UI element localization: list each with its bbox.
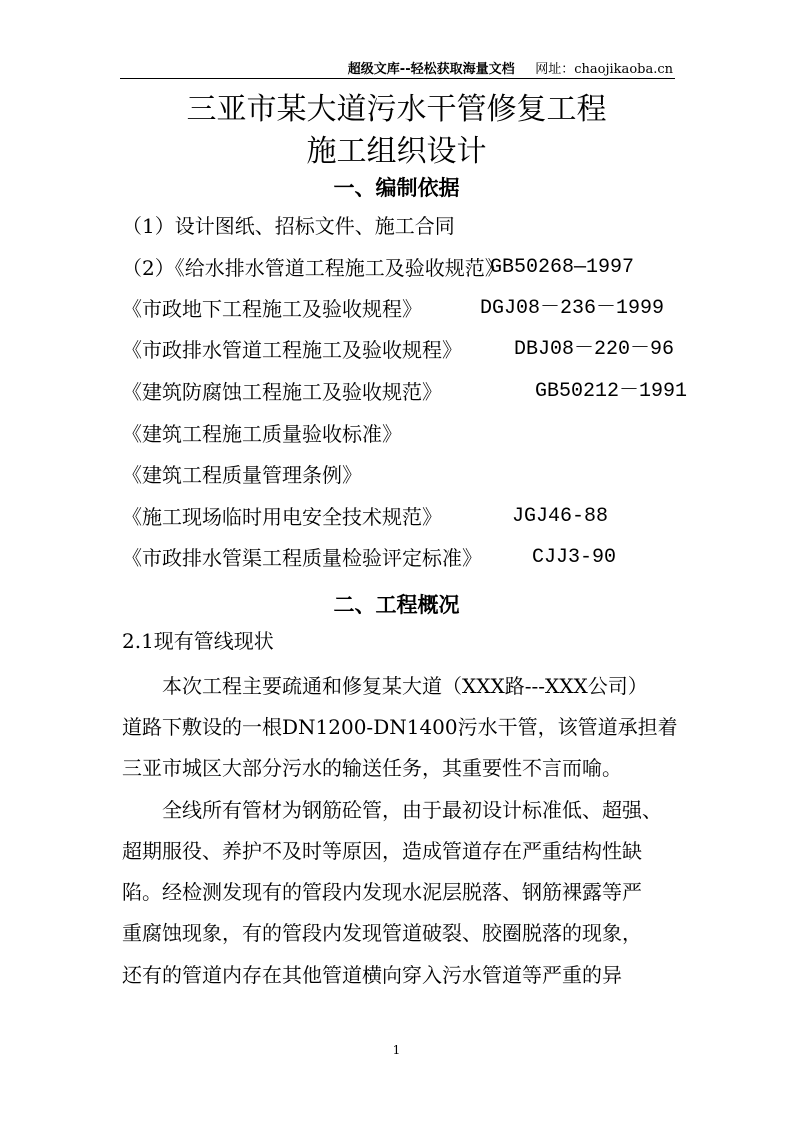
reference-item (122, 505, 609, 529)
paragraph-line: 道路下敷设的一根DN1200-DN1400污水干管，该管道承担着 (122, 715, 678, 739)
reference-title: （1）设计图纸、招标文件、施工合同 (122, 214, 455, 238)
reference-code: DGJ08－236－1999 (480, 297, 665, 320)
reference-item (122, 256, 635, 280)
subsection-heading: 2.1现有管线现状 (122, 629, 274, 653)
reference-item (122, 380, 688, 404)
paragraph-line: 还有的管道内存在其他管道横向穿入污水管道等严重的异 (122, 963, 622, 987)
reference-code: GB50268—1997 (490, 256, 635, 279)
reference-title: 《建筑工程施工质量验收标准》 (122, 422, 402, 446)
page-number: 1 (392, 1043, 401, 1057)
reference-item (122, 422, 402, 446)
reference-code: JGJ46-88 (512, 505, 609, 528)
doc-subtitle: 施工组织设计 (306, 134, 487, 169)
reference-title: 《建筑防腐蚀工程施工及验收规范》 (122, 380, 442, 404)
reference-item (122, 214, 455, 238)
reference-title: 《市政排水管道工程施工及验收规程》 (122, 338, 462, 362)
paragraph-line: 本次工程主要疏通和修复某大道（XXX路---XXX公司） (162, 674, 648, 698)
section-heading: 一、编制依据 (333, 175, 460, 200)
reference-title: （2）《给水排水管道工程施工及验收规范》 (122, 256, 505, 280)
reference-item (122, 338, 675, 362)
header-site-name: 超级文库--轻松获取海量文档 (347, 62, 515, 77)
reference-item (122, 463, 362, 487)
paragraph-line: 陷。经检测发现有的管段内发现水泥层脱落、钢筋裸露等严 (122, 880, 642, 904)
page-header (348, 58, 673, 77)
header-url: 网址：chaojikaoba.cn (535, 62, 673, 77)
reference-item (122, 546, 617, 570)
reference-title: 《施工现场临时用电安全技术规范》 (122, 505, 442, 529)
reference-code: DBJ08－220－96 (514, 338, 675, 361)
reference-code: CJJ3-90 (532, 546, 617, 569)
reference-code: GB50212－1991 (535, 380, 688, 403)
paragraph-line: 超期服役、养护不及时等原因，造成管道存在严重结构性缺 (122, 839, 642, 863)
reference-title: 《建筑工程质量管理条例》 (122, 463, 362, 487)
reference-title: 《市政排水管渠工程质量检验评定标准》 (122, 546, 482, 570)
paragraph-line: 三亚市城区大部分污水的输送任务，其重要性不言而喻。 (122, 756, 622, 780)
reference-title: 《市政地下工程施工及验收规程》 (122, 297, 422, 321)
paragraph-line: 重腐蚀现象，有的管段内发现管道破裂、胶圈脱落的现象， (122, 921, 642, 945)
paragraph-line: 全线所有管材为钢筋砼管，由于最初设计标准低、超强、 (162, 798, 662, 822)
header-rule (120, 78, 675, 79)
doc-title: 三亚市某大道污水干管修复工程 (186, 92, 607, 127)
reference-item (122, 297, 665, 321)
section-heading: 二、工程概况 (333, 592, 460, 617)
